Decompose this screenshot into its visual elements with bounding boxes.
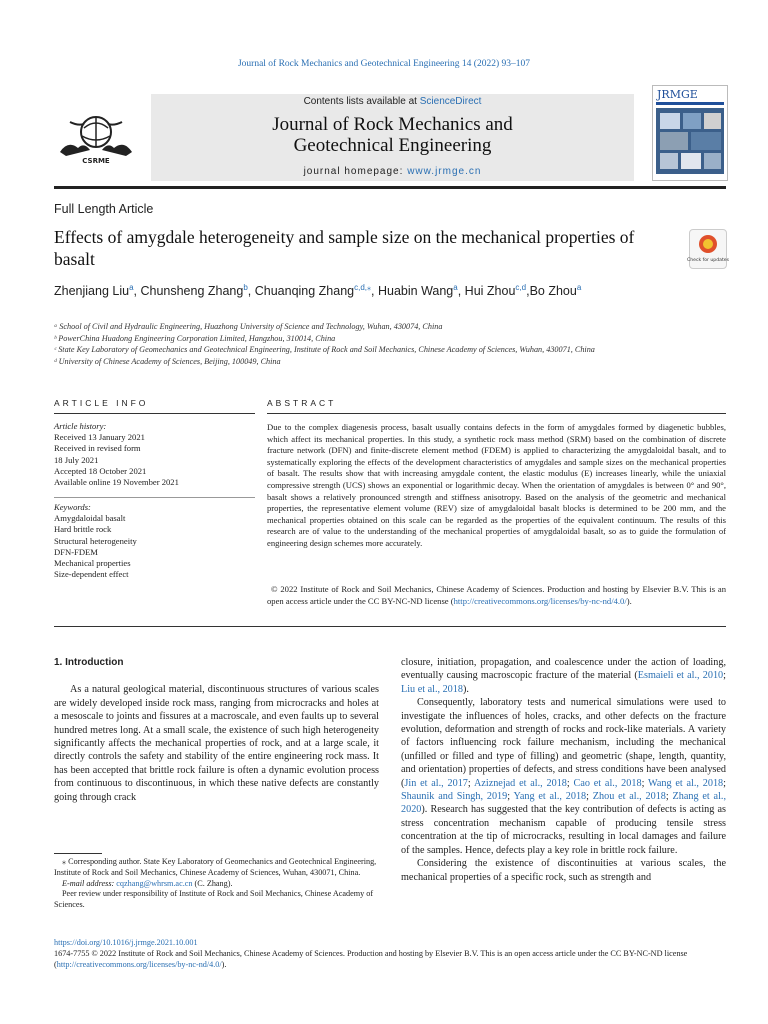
issn-text: 1674-7755 © 2022 Institute of Rock and Soil Mechanics, Chinese Academy of Sciences. Production and hosting by Elsevier B.V. This is an open access article under the CC BY-NC-ND license (: [54, 949, 688, 969]
author-name[interactable]: Huabin Wang: [377, 284, 454, 299]
paragraph-end: ).: [462, 683, 469, 695]
citation-link[interactable]: Esmaieli et al., 2010: [637, 670, 724, 682]
article-title: Effects of amygdale heterogeneity and sample size on the mechanical properties of basalt: [54, 227, 635, 269]
keyword: Hard brittle rock: [54, 524, 112, 535]
introduction-heading: 1. Introduction: [54, 657, 124, 668]
author-affiliation-marker[interactable]: c,d,⁎: [354, 283, 372, 292]
author[interactable]: [140, 284, 254, 298]
history-item: Received 13 January 2021: [54, 432, 145, 443]
header-rule: [54, 186, 726, 189]
citation-link[interactable]: Wang et al., 2018: [648, 777, 724, 789]
author-affiliation-marker[interactable]: a: [576, 283, 582, 292]
citation-link[interactable]: Yang et al., 2018: [513, 791, 587, 803]
author-separator: ,: [526, 284, 530, 299]
author-name[interactable]: Bo Zhou: [529, 284, 577, 299]
citation-separator: ;: [723, 670, 726, 682]
citation-link[interactable]: Zhang et al., 2020: [401, 791, 726, 816]
bottom-license-link[interactable]: http://creativecommons.org/licenses/by-nc-nd/4.0/: [56, 960, 222, 969]
keyword: Structural heterogeneity: [54, 535, 137, 546]
bottom-info: [54, 937, 726, 970]
email-suffix: (C. Zhang).: [192, 878, 233, 888]
doi-link[interactable]: https://doi.org/10.1016/j.jrmge.2021.10.001: [54, 938, 198, 947]
affiliation-c: ᶜ State Key Laboratory of Geomechanics and Geotechnical Engineering, Institute of Rock and Soil Mechanics, Chinese Academy of Sciences, Wuhan, 430071, China: [54, 345, 595, 354]
right-paragraph-3: Considering the existence of discontinuities at various scales, the mechanical properties of a specific rock, such as strength and: [401, 858, 726, 883]
email-note: [54, 879, 379, 890]
right-paragraph-1: [401, 656, 726, 696]
sciencedirect-link[interactable]: ScienceDirect: [419, 96, 482, 107]
affiliation-a: ᵃ School of Civil and Hydraulic Engineering, Huazhong University of Science and Technology, Wuhan, 430074, China: [54, 322, 443, 331]
author-affiliation-marker[interactable]: a: [129, 283, 134, 292]
cover-title: JRMGE: [657, 88, 698, 101]
corresponding-author-note: ⁎ Corresponding author. State Key Laboratory of Geomechanics and Geotechnical Engineering, Institute of Rock and Soil Mechanics, Chinese Academy of Sciences, Wuhan, 430071, China.: [54, 857, 377, 877]
footnote-rule: [54, 853, 102, 854]
author-affiliation-marker[interactable]: c,d: [515, 283, 527, 292]
affiliation-b: ᵇ PowerChina Huadong Engineering Corporation Limited, Hangzhou, 310014, China: [54, 333, 336, 343]
paragraph-text: Consequently, laboratory tests and numerical simulations were used to investigate the influences of holes, cracks, and other defects on the fracture evolution, deformation and strength of rocks and rock-like materials. A variety of factors influencing rock failure mechanism, including the mechanical (unfilled or filled and type of filling) and geometric (shape, length, quantity, and orientation) properties of defects, and stress conditions have been analysed (: [401, 697, 726, 789]
abstract-license-link[interactable]: http://creativecommons.org/licenses/by-nc-nd/4.0/: [453, 595, 627, 606]
journal-title-line2: Geotechnical Engineering: [293, 135, 492, 156]
issn-copyright: [54, 948, 726, 970]
history-item: Received in revised form: [54, 443, 141, 454]
author-separator: ,: [247, 284, 255, 299]
affiliation-d: ᵈ University of Chinese Academy of Sciences, Beijing, 100049, China: [54, 356, 281, 366]
keyword: Size-dependent effect: [54, 569, 129, 580]
author-separator: ,: [457, 284, 465, 299]
keyword: DFN-FDEM: [54, 546, 98, 557]
author-name[interactable]: Chunsheng Zhang: [140, 284, 244, 299]
citation-link[interactable]: Aziznejad et al., 2018: [473, 777, 567, 789]
history-item: Available online 19 November 2021: [54, 477, 179, 488]
author[interactable]: [465, 284, 530, 298]
keywords-label: Keywords:: [54, 502, 91, 512]
intro-paragraph: As a natural geological material, discontinuous structures of various scales are widely developed inside rock mass, ranging from microcracks and holes at a mesoscale to joints and fissures at a macroscale, and even faults up to several hundred metres long. At a small scale, the existence of such high heterogeneity significantly affects the mechanical properties of rock, and at a large scale, it directly controls the safety and stability of the entire engineering rock mass. It has been accepted that brittle rock failure is often a dynamic evolution process from continuous to discontinuous, in which these native defects are constantly going through crack: [54, 684, 379, 803]
article-type: Full Length Article: [54, 202, 154, 216]
right-paragraph-2: Consequently, laboratory tests and numerical simulations were used to investigate the influences of holes, cracks, and other defects on the fracture evolution, deformation and strength of rocks and rock-like materials. A variety of factors influencing rock failure mechanism, including the mechanical (unfilled or filled and type of filling) and geometric (shape, length, quantity, and orientation) properties of defects, and stress conditions have been analysed (Jin et al., 2017; Aziznejad et al., 2018; Cao et al., 2018; Wang et al., 2018; Shaunik and Singh, 2019; Yang et al., 2018; Zhou et al., 2018; Zhang et al., 2020). Research has suggested that the key contribution of defects is acting as stress concentration mechanism capable of producing tensile stress concentration at the tip of microcracks, resulting in local damages and failure of the samples. Hence, defects play a key role in brittle rock failure.: [401, 697, 726, 856]
abstract-text: Due to the complex diagenesis process, basalt usually contains defects in the form of amygdales formed by diagenetic bubbles, which affect its mechanical properties. In this study, a synthetic rock mass method (SRM) based on the combination of discrete fracture network (DFN) and finite-discrete element method (FDEM) is applied to characterizing the amygdaloidal basalt, and to systematically exploring the effects of the development characteristics of amygdales and sample sizes on the mechanical properties of basalt. The results show that with increasing amygdale content, the elastic modulus (E) increases linearly, while the uniaxial compressive strength (UCS) shows an exponential or logarithmic decay. When the orientation of amygdales is between 0° and 90°, basalt shows a relatively pronounced strength and stiffness anisotropy. Based on the analysis of the geometric and mechanical properties, the representative element volume (REV) size of amygdaloidal basalt blocks is determined to be 200 mm, and the mechanical properties obtained on this scale can be regarded as the properties of the equivalent continuum. The results of this research are of value to the understanding of the mechanical properties of amygdaloidal basalt, so as to guide the formulation of engineering design schemes more accurately.: [267, 422, 726, 548]
citation-link[interactable]: Cao et al., 2018: [573, 777, 642, 789]
journal-cover-thumbnail[interactable]: [652, 85, 728, 181]
keyword: Amygdaloidal basalt: [54, 513, 126, 524]
check-updates-label: Check for updates: [687, 258, 729, 263]
keywords-list: [54, 502, 255, 580]
abstract-rule: [267, 413, 726, 414]
abstract-copyright-text: © 2022 Institute of Rock and Soil Mechanics, Chinese Academy of Sciences. Production and hosting by Elsevier B.V. This is an open access article under the CC BY-NC-ND license (: [267, 584, 726, 606]
keywords-rule: [54, 497, 255, 498]
right-column: [401, 656, 726, 884]
footnotes: [54, 857, 379, 911]
author[interactable]: [54, 284, 140, 298]
article-history: [54, 421, 255, 488]
history-item: Accepted 18 October 2021: [54, 465, 147, 476]
author-list: [54, 279, 674, 300]
citation-link[interactable]: Liu et al., 2018: [401, 683, 463, 695]
paragraph-end: ). Research has suggested that the key contribution of defects is acting as stress concentration mechanism capable of producing tensile stress concentration at the tip of microcracks, resulting in local damages and failure of the samples. Hence, defects play a key role in brittle rock failure.: [401, 804, 726, 856]
citation-link[interactable]: Shaunik and Singh, 2019: [401, 791, 508, 803]
csrme-logo: [54, 110, 138, 168]
abstract-license-close: ).: [626, 595, 632, 606]
paragraph-text: closure, initiation, propagation, and coalescence under the action of loading, eventually causing macroscopic fracture of the material (: [401, 657, 726, 682]
peer-review-note: Peer review under responsibility of Institute of Rock and Soil Mechanics, Chinese Academy of Sciences.: [54, 889, 374, 910]
contents-prefix: Contents lists available at: [303, 96, 420, 107]
contents-line: [151, 96, 634, 107]
author-separator: ,: [371, 284, 378, 299]
abstract-heading: ABSTRACT: [267, 398, 337, 408]
abstract-copyright: [267, 584, 726, 607]
author-name[interactable]: Zhenjiang Liu: [54, 284, 130, 299]
author-name[interactable]: Hui Zhou: [464, 284, 516, 299]
author-separator: ,: [133, 284, 141, 299]
homepage-prefix: journal homepage:: [303, 166, 408, 177]
keyword: Mechanical properties: [54, 558, 131, 569]
author[interactable]: [530, 284, 582, 298]
email-link[interactable]: cqzhang@whrsm.ac.cn: [116, 878, 193, 888]
journal-title-line1: Journal of Rock Mechanics and: [272, 114, 513, 135]
section-rule: [54, 626, 726, 627]
email-label: E-mail address:: [62, 878, 117, 888]
citation-link[interactable]: Zhou et al., 2018: [592, 791, 666, 803]
author-affiliation-marker[interactable]: a: [453, 283, 458, 292]
left-column: [54, 656, 379, 804]
citation-link[interactable]: Jin et al., 2017: [404, 777, 468, 789]
article-info-heading: ARTICLE INFO: [54, 398, 149, 408]
logo-text: CSRME: [82, 157, 110, 165]
journal-reference[interactable]: Journal of Rock Mechanics and Geotechnical Engineering 14 (2022) 93–107: [237, 59, 531, 69]
author-affiliation-marker[interactable]: b: [243, 283, 248, 292]
journal-homepage: [151, 166, 634, 177]
history-item: 18 July 2021: [54, 454, 99, 465]
author[interactable]: [378, 284, 465, 298]
affiliations: [54, 321, 734, 367]
author-name[interactable]: Chuanqing Zhang: [254, 284, 355, 299]
homepage-link[interactable]: www.jrmge.cn: [407, 166, 482, 177]
author[interactable]: [255, 284, 378, 298]
check-for-updates-button[interactable]: [689, 229, 727, 269]
article-info-rule: [54, 413, 255, 414]
journal-title: [151, 114, 634, 156]
history-label: Article history:: [54, 421, 107, 431]
bottom-license-close: ).: [221, 960, 227, 969]
